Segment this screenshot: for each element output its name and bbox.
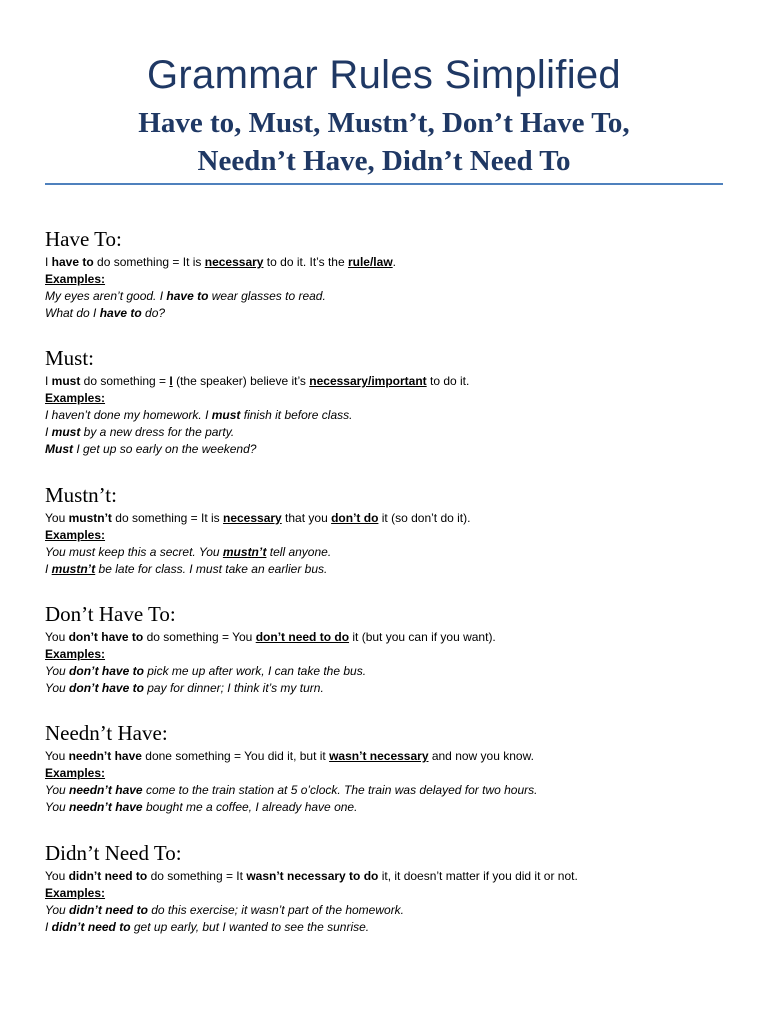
example-line <box>45 663 735 680</box>
example-text: by a new dress for the party. <box>80 425 235 439</box>
definition-emphasis: don’t do <box>331 511 379 525</box>
section-have-to <box>45 226 735 322</box>
example-bold: Must <box>45 442 73 456</box>
definition-text: it, it doesn’t matter if you did it or not. <box>378 869 578 883</box>
example-text: I <box>45 562 52 576</box>
examples-label: Examples: <box>45 272 106 286</box>
example-text: My eyes aren’t good. I <box>45 289 167 303</box>
examples-label: Examples: <box>45 886 106 900</box>
definition-bold: wasn’t necessary to do <box>246 869 379 883</box>
definition-text: (the speaker) believe it’s <box>172 374 310 388</box>
definition-line <box>45 510 735 527</box>
example-line <box>45 799 735 816</box>
examples-label: Examples: <box>45 391 106 405</box>
definition-text: You <box>45 749 69 763</box>
definition-text: You <box>45 511 69 525</box>
definition-text: You <box>45 630 69 644</box>
example-text: be late for class. I must take an earlier bus. <box>95 562 328 576</box>
example-text: do? <box>141 306 166 320</box>
definition-bold: didn’t need to <box>68 869 148 883</box>
definition-text: do something = You <box>143 630 256 644</box>
example-text: bought me a coffee, I already have one. <box>142 800 358 814</box>
example-bold: needn’t have <box>69 800 143 814</box>
definition-text: to do it. <box>426 374 470 388</box>
definition-bold: needn’t have <box>68 749 142 763</box>
example-line <box>45 424 735 441</box>
definition-emphasis: necessary <box>223 511 282 525</box>
section-heading: Needn’t Have: <box>45 721 168 745</box>
section-heading: Didn’t Need To: <box>45 841 182 865</box>
example-text: wear glasses to read. <box>208 289 326 303</box>
section-dont-have-to <box>45 601 735 697</box>
example-bold: must <box>211 408 241 422</box>
definition-text: do something = <box>80 374 170 388</box>
definition-emphasis: don’t need to do <box>255 630 350 644</box>
example-text: tell anyone. <box>266 545 332 559</box>
definition-emphasis: necessary <box>204 255 264 269</box>
definition-text: do something = It is <box>111 511 223 525</box>
definition-text: I <box>45 374 52 388</box>
example-bold: don’t have to <box>69 681 144 695</box>
subtitle-line-1: Have to, Must, Mustn’t, Don’t Have To, <box>138 107 630 139</box>
example-text: I haven’t done my homework. I <box>45 408 212 422</box>
section-heading: Mustn’t: <box>45 483 117 507</box>
example-bold: have to <box>99 306 142 320</box>
definition-text: You <box>45 869 69 883</box>
example-line <box>45 544 735 561</box>
example-bold: must <box>51 425 81 439</box>
example-text: You must keep this a secret. You <box>45 545 223 559</box>
example-text: You <box>45 783 70 797</box>
definition-text: done something = You did it, but it <box>141 749 330 763</box>
example-text: come to the train station at 5 o’clock. The train was delayed for two hours. <box>142 783 538 797</box>
document-subtitle <box>0 104 768 180</box>
definition-bold: must <box>51 374 81 388</box>
definition-bold: mustn’t <box>68 511 112 525</box>
example-text: I <box>45 920 52 934</box>
example-line <box>45 782 735 799</box>
definition-line <box>45 748 735 765</box>
example-text: What do I <box>45 306 100 320</box>
section-must <box>45 345 735 458</box>
example-text: I get up so early on the weekend? <box>73 442 257 456</box>
example-text: I <box>45 425 52 439</box>
examples-label: Examples: <box>45 647 106 661</box>
definition-line <box>45 629 735 646</box>
example-line <box>45 561 735 578</box>
definition-bold: don’t have to <box>68 630 144 644</box>
example-text: finish it before class. <box>240 408 353 422</box>
definition-text: I <box>45 255 52 269</box>
document-title: Grammar Rules Simplified <box>147 53 621 97</box>
definition-emphasis: necessary/important <box>309 374 427 388</box>
subtitle-line-2: Needn’t Have, Didn’t Need To <box>197 145 571 177</box>
example-line <box>45 919 735 936</box>
example-line <box>45 441 735 458</box>
definition-text: do something = It is <box>93 255 205 269</box>
example-line <box>45 305 735 322</box>
example-text: You <box>45 681 70 695</box>
definition-text: . <box>392 255 396 269</box>
section-heading: Have To: <box>45 227 122 251</box>
section-didnt-need-to <box>45 840 735 936</box>
definition-text: to do it. It’s the <box>263 255 348 269</box>
example-emphasis: mustn’t <box>51 562 96 576</box>
example-line <box>45 288 735 305</box>
examples-label: Examples: <box>45 528 106 542</box>
example-line <box>45 407 735 424</box>
definition-line <box>45 254 735 271</box>
example-text: You <box>45 800 70 814</box>
definition-text: that you <box>281 511 332 525</box>
example-text: pick me up after work, I can take the bus. <box>143 664 367 678</box>
example-bold: needn’t have <box>69 783 143 797</box>
definition-emphasis: wasn’t necessary <box>329 749 429 763</box>
definition-emphasis: I <box>169 374 173 388</box>
example-line <box>45 680 735 697</box>
example-text: do this exercise; it wasn’t part of the homework. <box>147 903 405 917</box>
section-heading: Must: <box>45 346 95 370</box>
definition-line <box>45 373 735 390</box>
examples-label: Examples: <box>45 766 106 780</box>
example-text: You <box>45 903 70 917</box>
definition-text: it (so don’t do it). <box>378 511 471 525</box>
definition-bold: have to <box>51 255 94 269</box>
example-bold: have to <box>166 289 209 303</box>
example-bold: didn’t need to <box>51 920 131 934</box>
title-divider <box>45 183 723 185</box>
example-text: pay for dinner; I think it’s my turn. <box>143 681 324 695</box>
section-neednt-have <box>45 720 735 816</box>
example-emphasis: mustn’t <box>222 545 267 559</box>
definition-text: and now you know. <box>428 749 534 763</box>
example-bold: don’t have to <box>69 664 144 678</box>
example-bold: didn’t need to <box>69 903 148 917</box>
definition-text: it (but you can if you want). <box>349 630 496 644</box>
section-mustnt <box>45 482 735 578</box>
example-line <box>45 902 735 919</box>
section-heading: Don’t Have To: <box>45 602 176 626</box>
example-text: You <box>45 664 70 678</box>
definition-emphasis: rule/law <box>347 255 393 269</box>
example-text: get up early, but I wanted to see the sunrise. <box>130 920 370 934</box>
definition-line <box>45 868 735 885</box>
definition-text: do something = It <box>147 869 247 883</box>
